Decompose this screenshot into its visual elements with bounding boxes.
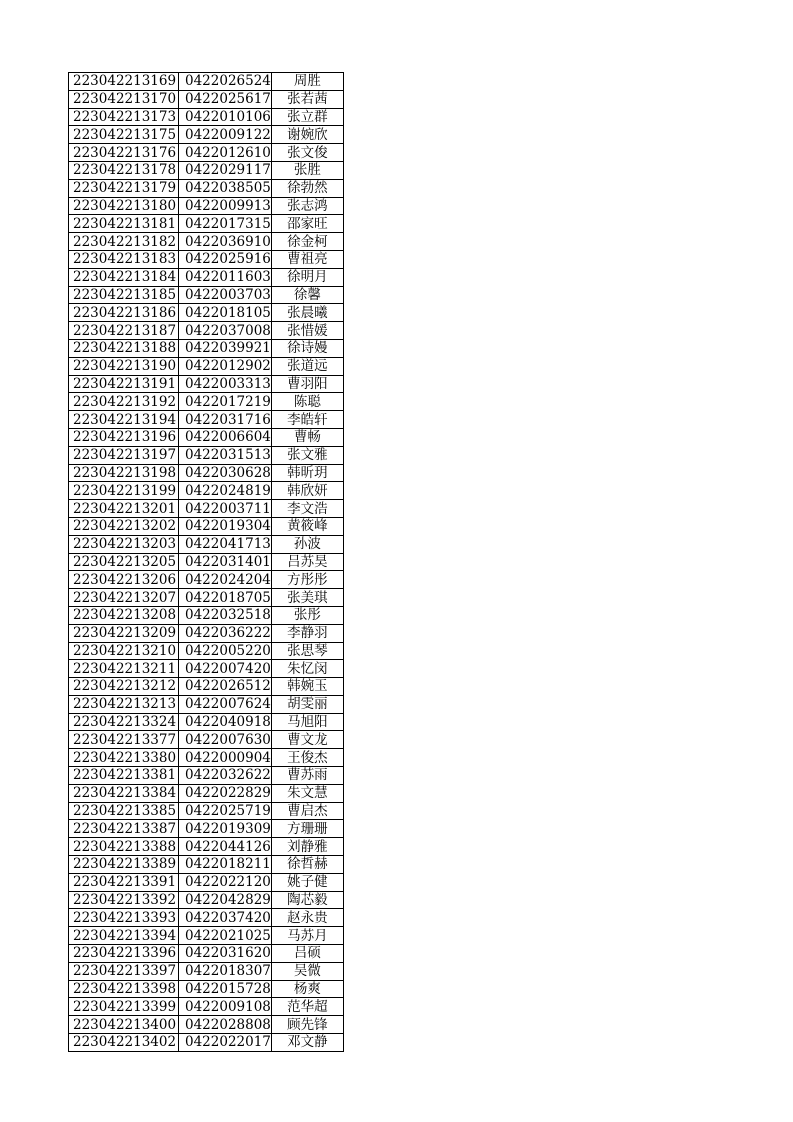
table-row: [69, 268, 344, 286]
table-row: [69, 464, 344, 482]
student-id-cell: 223042213392: [69, 891, 179, 909]
exam-number-cell: 0422018307: [179, 962, 272, 980]
exam-number-cell: 0422025617: [179, 90, 272, 108]
table-row: [69, 90, 344, 108]
name-cell: 张胜: [271, 161, 343, 179]
name-cell: 李文浩: [271, 500, 343, 518]
exam-number-cell: 0422021025: [179, 927, 272, 945]
student-id-cell: 223042213380: [69, 749, 179, 767]
student-id-cell: 223042213202: [69, 517, 179, 535]
student-id-cell: 223042213388: [69, 838, 179, 856]
table-row: [69, 233, 344, 251]
table-row: [69, 179, 344, 197]
table-row: [69, 642, 344, 660]
table-row: [69, 784, 344, 802]
student-id-cell: 223042213182: [69, 233, 179, 251]
name-cell: 曹畅: [271, 428, 343, 446]
table-row: [69, 678, 344, 696]
student-id-cell: 223042213212: [69, 678, 179, 696]
student-id-cell: 223042213389: [69, 856, 179, 874]
exam-number-cell: 0422041713: [179, 535, 272, 553]
name-cell: 张道远: [271, 357, 343, 375]
exam-number-cell: 0422018105: [179, 304, 272, 322]
name-cell: 孙波: [271, 535, 343, 553]
exam-number-cell: 0422040918: [179, 713, 272, 731]
name-cell: 朱文慧: [271, 784, 343, 802]
table-row: [69, 286, 344, 304]
exam-number-cell: 0422031620: [179, 945, 272, 963]
exam-number-cell: 0422024819: [179, 482, 272, 500]
table-row: [69, 873, 344, 891]
student-id-cell: 223042213402: [69, 1034, 179, 1052]
name-cell: 顾先锋: [271, 1016, 343, 1034]
exam-number-cell: 0422022829: [179, 784, 272, 802]
name-cell: 谢婉欣: [271, 126, 343, 144]
student-id-cell: 223042213209: [69, 624, 179, 642]
table-row: [69, 713, 344, 731]
table-row: [69, 144, 344, 162]
table-row: [69, 535, 344, 553]
table-row: [69, 357, 344, 375]
student-id-cell: 223042213377: [69, 731, 179, 749]
name-cell: 张美琪: [271, 589, 343, 607]
exam-number-cell: 0422031401: [179, 553, 272, 571]
exam-number-cell: 0422007420: [179, 660, 272, 678]
table-row: [69, 731, 344, 749]
table-row: [69, 802, 344, 820]
exam-number-cell: 0422036910: [179, 233, 272, 251]
table-row: [69, 126, 344, 144]
exam-number-cell: 0422032622: [179, 767, 272, 785]
name-cell: 张晨曦: [271, 304, 343, 322]
name-cell: 周胜: [271, 73, 343, 91]
exam-number-cell: 0422028808: [179, 1016, 272, 1034]
student-id-cell: 223042213400: [69, 1016, 179, 1034]
student-id-cell: 223042213191: [69, 375, 179, 393]
exam-number-cell: 0422042829: [179, 891, 272, 909]
name-cell: 马旭阳: [271, 713, 343, 731]
table-row: [69, 1016, 344, 1034]
table-row: [69, 250, 344, 268]
exam-number-cell: 0422017315: [179, 215, 272, 233]
student-id-cell: 223042213208: [69, 606, 179, 624]
student-id-cell: 223042213180: [69, 197, 179, 215]
name-cell: 曹文龙: [271, 731, 343, 749]
name-cell: 张思琴: [271, 642, 343, 660]
student-id-cell: 223042213205: [69, 553, 179, 571]
table-row: [69, 339, 344, 357]
exam-number-cell: 0422029117: [179, 161, 272, 179]
student-id-cell: 223042213213: [69, 695, 179, 713]
name-cell: 张文雅: [271, 446, 343, 464]
name-cell: 马苏月: [271, 927, 343, 945]
student-id-cell: 223042213188: [69, 339, 179, 357]
exam-number-cell: 0422030628: [179, 464, 272, 482]
exam-number-cell: 0422038505: [179, 179, 272, 197]
name-cell: 方珊珊: [271, 820, 343, 838]
name-cell: 徐哲赫: [271, 856, 343, 874]
table-row: [69, 393, 344, 411]
table-row: [69, 660, 344, 678]
name-cell: 吕苏昊: [271, 553, 343, 571]
student-id-cell: 223042213396: [69, 945, 179, 963]
name-cell: 张立群: [271, 108, 343, 126]
table-row: [69, 962, 344, 980]
exam-number-cell: 0422024204: [179, 571, 272, 589]
name-cell: 张志鸿: [271, 197, 343, 215]
table-row: [69, 624, 344, 642]
table-row: [69, 820, 344, 838]
table-row: [69, 197, 344, 215]
table-row: [69, 980, 344, 998]
table-row: [69, 517, 344, 535]
student-id-cell: 223042213178: [69, 161, 179, 179]
table-row: [69, 927, 344, 945]
student-id-cell: 223042213186: [69, 304, 179, 322]
table-row: [69, 998, 344, 1016]
exam-number-cell: 0422009913: [179, 197, 272, 215]
name-cell: 邵家旺: [271, 215, 343, 233]
exam-number-cell: 0422039921: [179, 339, 272, 357]
name-cell: 陈聪: [271, 393, 343, 411]
name-cell: 陶芯毅: [271, 891, 343, 909]
name-cell: 韩婉玉: [271, 678, 343, 696]
name-cell: 吕硕: [271, 945, 343, 963]
student-table: [68, 72, 344, 1052]
table-row: [69, 945, 344, 963]
exam-number-cell: 0422019309: [179, 820, 272, 838]
student-id-cell: 223042213184: [69, 268, 179, 286]
name-cell: 张文俊: [271, 144, 343, 162]
exam-number-cell: 0422022120: [179, 873, 272, 891]
name-cell: 赵永贵: [271, 909, 343, 927]
name-cell: 张惜媛: [271, 322, 343, 340]
student-id-cell: 223042213399: [69, 998, 179, 1016]
name-cell: 徐明月: [271, 268, 343, 286]
student-id-cell: 223042213175: [69, 126, 179, 144]
exam-number-cell: 0422006604: [179, 428, 272, 446]
name-cell: 姚子健: [271, 873, 343, 891]
student-id-cell: 223042213176: [69, 144, 179, 162]
table-row: [69, 767, 344, 785]
name-cell: 王俊杰: [271, 749, 343, 767]
student-id-cell: 223042213210: [69, 642, 179, 660]
student-id-cell: 223042213185: [69, 286, 179, 304]
exam-number-cell: 0422012610: [179, 144, 272, 162]
table-row: [69, 428, 344, 446]
exam-number-cell: 0422003703: [179, 286, 272, 304]
exam-number-cell: 0422010106: [179, 108, 272, 126]
student-id-cell: 223042213197: [69, 446, 179, 464]
student-id-cell: 223042213169: [69, 73, 179, 91]
student-id-cell: 223042213201: [69, 500, 179, 518]
exam-number-cell: 0422032518: [179, 606, 272, 624]
exam-number-cell: 0422037420: [179, 909, 272, 927]
exam-number-cell: 0422022017: [179, 1034, 272, 1052]
exam-number-cell: 0422037008: [179, 322, 272, 340]
name-cell: 张彤: [271, 606, 343, 624]
exam-number-cell: 0422018705: [179, 589, 272, 607]
name-cell: 李静羽: [271, 624, 343, 642]
name-cell: 刘静雅: [271, 838, 343, 856]
name-cell: 曹祖亮: [271, 250, 343, 268]
name-cell: 吴微: [271, 962, 343, 980]
table-row: [69, 322, 344, 340]
exam-number-cell: 0422017219: [179, 393, 272, 411]
name-cell: 曹启杰: [271, 802, 343, 820]
exam-number-cell: 0422036222: [179, 624, 272, 642]
table-row: [69, 571, 344, 589]
name-cell: 徐诗嫚: [271, 339, 343, 357]
exam-number-cell: 0422009122: [179, 126, 272, 144]
student-id-cell: 223042213173: [69, 108, 179, 126]
table-row: [69, 553, 344, 571]
student-id-cell: 223042213170: [69, 90, 179, 108]
student-id-cell: 223042213181: [69, 215, 179, 233]
name-cell: 曹羽阳: [271, 375, 343, 393]
student-id-cell: 223042213394: [69, 927, 179, 945]
exam-number-cell: 0422044126: [179, 838, 272, 856]
student-id-cell: 223042213381: [69, 767, 179, 785]
name-cell: 徐金柯: [271, 233, 343, 251]
student-table-body: [69, 73, 344, 1052]
exam-number-cell: 0422011603: [179, 268, 272, 286]
table-row: [69, 161, 344, 179]
exam-number-cell: 0422018211: [179, 856, 272, 874]
table-row: [69, 304, 344, 322]
table-row: [69, 411, 344, 429]
student-id-cell: 223042213384: [69, 784, 179, 802]
student-id-cell: 223042213387: [69, 820, 179, 838]
name-cell: 范华超: [271, 998, 343, 1016]
student-id-cell: 223042213192: [69, 393, 179, 411]
student-id-cell: 223042213199: [69, 482, 179, 500]
name-cell: 朱忆闵: [271, 660, 343, 678]
exam-number-cell: 0422007630: [179, 731, 272, 749]
student-id-cell: 223042213206: [69, 571, 179, 589]
table-row: [69, 749, 344, 767]
table-row: [69, 482, 344, 500]
student-id-cell: 223042213211: [69, 660, 179, 678]
table-row: [69, 500, 344, 518]
student-id-cell: 223042213179: [69, 179, 179, 197]
table-row: [69, 1034, 344, 1052]
table-row: [69, 606, 344, 624]
exam-number-cell: 0422000904: [179, 749, 272, 767]
exam-number-cell: 0422005220: [179, 642, 272, 660]
name-cell: 曹苏雨: [271, 767, 343, 785]
exam-number-cell: 0422015728: [179, 980, 272, 998]
student-id-cell: 223042213190: [69, 357, 179, 375]
table-row: [69, 909, 344, 927]
table-row: [69, 589, 344, 607]
student-id-cell: 223042213194: [69, 411, 179, 429]
student-id-cell: 223042213183: [69, 250, 179, 268]
table-row: [69, 375, 344, 393]
table-row: [69, 891, 344, 909]
table-row: [69, 838, 344, 856]
exam-number-cell: 0422031513: [179, 446, 272, 464]
exam-number-cell: 0422003711: [179, 500, 272, 518]
student-id-cell: 223042213198: [69, 464, 179, 482]
name-cell: 徐勃然: [271, 179, 343, 197]
student-id-cell: 223042213393: [69, 909, 179, 927]
table-row: [69, 695, 344, 713]
name-cell: 张若茜: [271, 90, 343, 108]
student-id-cell: 223042213196: [69, 428, 179, 446]
name-cell: 杨爽: [271, 980, 343, 998]
name-cell: 李皓轩: [271, 411, 343, 429]
student-id-cell: 223042213385: [69, 802, 179, 820]
table-row: [69, 215, 344, 233]
exam-number-cell: 0422025916: [179, 250, 272, 268]
exam-number-cell: 0422031716: [179, 411, 272, 429]
name-cell: 邓文静: [271, 1034, 343, 1052]
name-cell: 黄筱峰: [271, 517, 343, 535]
name-cell: 徐馨: [271, 286, 343, 304]
exam-number-cell: 0422026512: [179, 678, 272, 696]
exam-number-cell: 0422012902: [179, 357, 272, 375]
student-id-cell: 223042213398: [69, 980, 179, 998]
exam-number-cell: 0422003313: [179, 375, 272, 393]
student-id-cell: 223042213207: [69, 589, 179, 607]
exam-number-cell: 0422009108: [179, 998, 272, 1016]
student-id-cell: 223042213203: [69, 535, 179, 553]
student-id-cell: 223042213391: [69, 873, 179, 891]
name-cell: 韩昕玥: [271, 464, 343, 482]
table-row: [69, 108, 344, 126]
table-row: [69, 856, 344, 874]
exam-number-cell: 0422019304: [179, 517, 272, 535]
exam-number-cell: 0422026524: [179, 73, 272, 91]
name-cell: 胡雯丽: [271, 695, 343, 713]
exam-number-cell: 0422025719: [179, 802, 272, 820]
name-cell: 方彤彤: [271, 571, 343, 589]
table-row: [69, 73, 344, 91]
student-id-cell: 223042213324: [69, 713, 179, 731]
name-cell: 韩欣妍: [271, 482, 343, 500]
exam-number-cell: 0422007624: [179, 695, 272, 713]
table-row: [69, 446, 344, 464]
student-id-cell: 223042213397: [69, 962, 179, 980]
student-id-cell: 223042213187: [69, 322, 179, 340]
